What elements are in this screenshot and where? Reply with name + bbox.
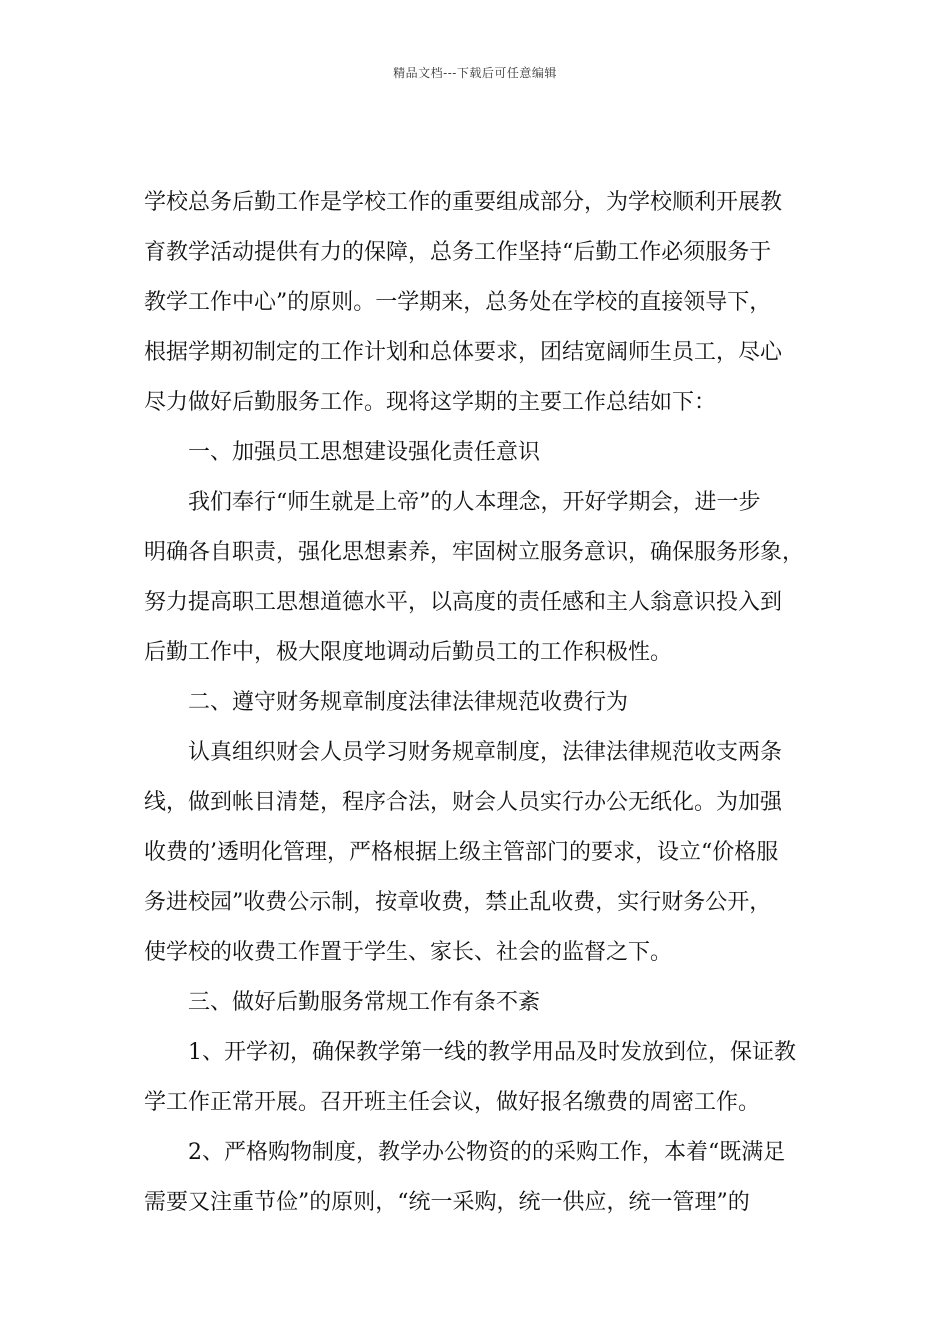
body-line: 根据学期初制定的工作计划和总体要求，团结宽阔师生员工，尽心 [144,340,783,365]
section-heading: 一、加强员工思想建设强化责任意识 [188,440,541,465]
body-line: 使学校的收费工作置于学生、家长、社会的监督之下。 [144,940,673,965]
body-line: 学工作正常开展。召开班主任会议，做好报名缴费的周密工作。 [144,1090,761,1115]
body-line: 我们奉行“师生就是上帝”的人本理念，开好学期会，进一步 [188,490,761,515]
body-line: 后勤工作中，极大限度地调动后勤员工的工作积极性。 [144,640,673,665]
body-line: 认真组织财会人员学习财务规章制度，法律法律规范收支两条 [188,740,783,765]
body-line: 学校总务后勤工作是学校工作的重要组成部分，为学校顺利开展教 [144,190,783,215]
body-line: 务进校园”收费公示制，按章收费，禁止乱收费，实行财务公开， [144,890,772,915]
section-heading: 三、做好后勤服务常规工作有条不紊 [188,990,541,1015]
body-line: 努力提高职工思想道德水平，以高度的责任感和主人翁意识投入到 [144,590,783,615]
body-line: 明确各自职责，强化思想素养，牢固树立服务意识，确保服务形象， [144,540,805,565]
body-line: 2、严格购物制度，教学办公物资的的采购工作，本着“既满足 [188,1140,786,1165]
body-line: 尽力做好后勤服务工作。现将这学期的主要工作总结如下： [144,390,717,415]
body-line: 收费的’透明化管理，严格根据上级主管部门的要求，设立“价格服 [144,840,779,865]
body-line: 需要又注重节俭”的原则，“统一采购，统一供应，统一管理”的 [144,1190,750,1215]
page-header: 精品文档---下载后可任意编辑 [393,66,557,80]
document-body [144,178,812,1228]
body-line: 教学工作中心”的原则。一学期来，总务处在学校的直接领导下， [144,290,772,315]
section-heading: 二、遵守财务规章制度法律法律规范收费行为 [188,690,629,715]
body-line: 育教学活动提供有力的保障，总务工作坚持“后勤工作必须服务于 [144,240,772,265]
body-line: 1、开学初，确保教学第一线的教学用品及时发放到位，保证教 [188,1040,796,1065]
body-line: 线，做到帐目清楚，程序合法，财会人员实行办公无纸化。为加强 [144,790,783,815]
